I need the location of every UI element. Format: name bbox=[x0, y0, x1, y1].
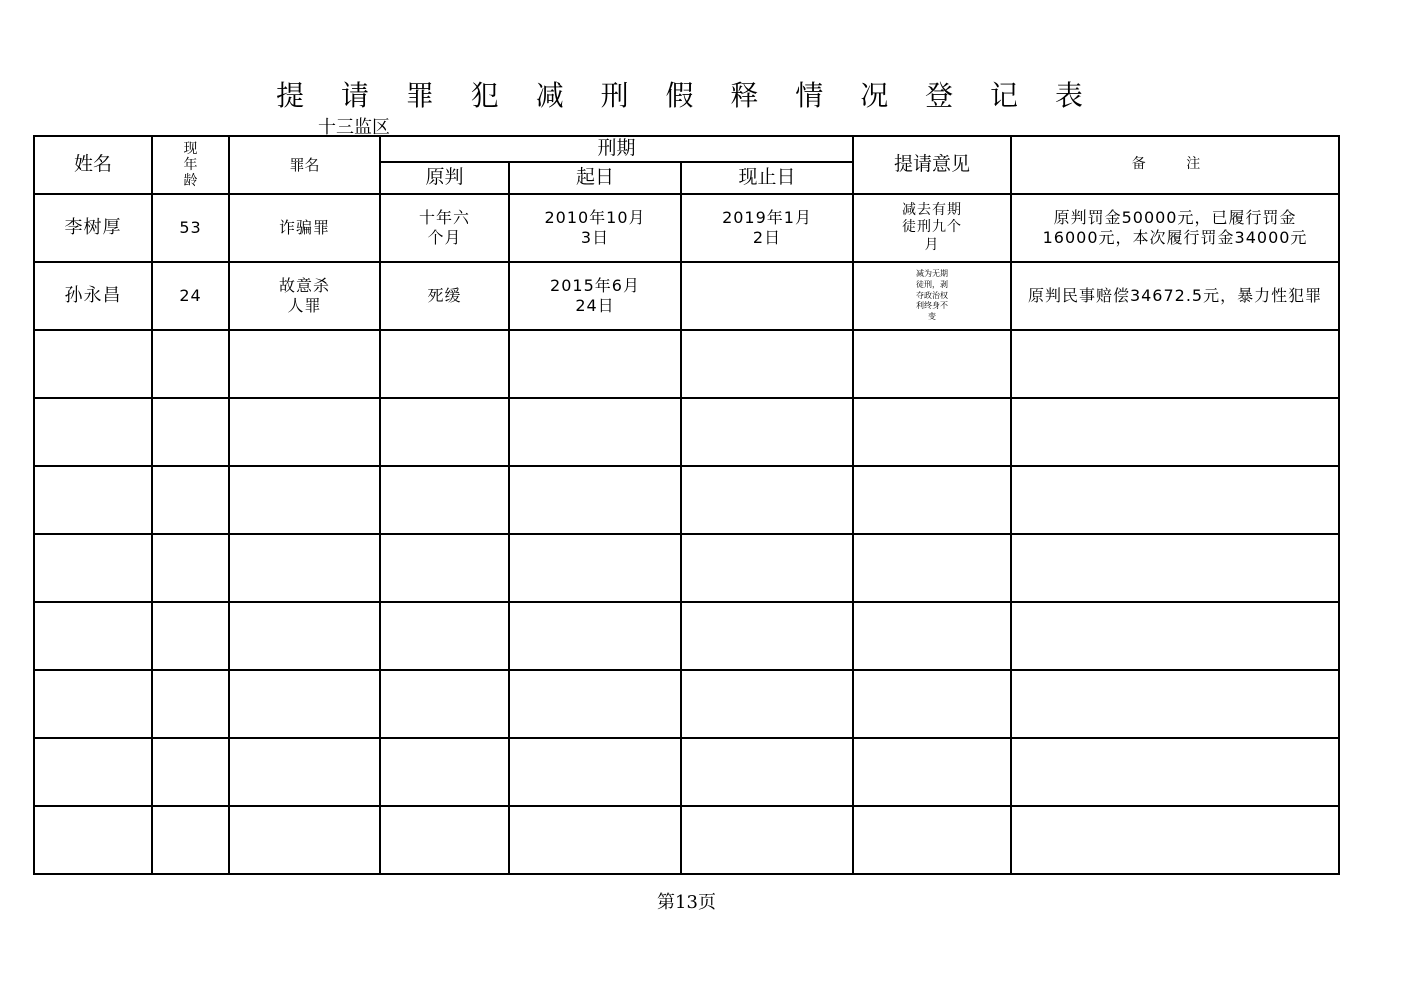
header-start: 起日 bbox=[509, 162, 681, 194]
table-row bbox=[34, 194, 1339, 262]
cell-start: 2010年10月 3日 bbox=[509, 194, 681, 262]
cell-end bbox=[681, 262, 853, 330]
header-age: 现 年 龄 bbox=[152, 136, 229, 194]
header-opinion: 提请意见 bbox=[853, 136, 1011, 194]
empty-row bbox=[34, 534, 1339, 602]
cell-crime: 诈骗罪 bbox=[229, 194, 380, 262]
cell-opinion: 减去有期 徒刑九个 月 bbox=[853, 194, 1011, 262]
empty-row bbox=[34, 670, 1339, 738]
cell-name: 孙永昌 bbox=[34, 262, 152, 330]
registration-table bbox=[33, 135, 1340, 875]
cell-start: 2015年6月 24日 bbox=[509, 262, 681, 330]
cell-original: 十年六 个月 bbox=[380, 194, 509, 262]
header-crime: 罪名 bbox=[229, 136, 380, 194]
header-note: 备 注 bbox=[1011, 136, 1339, 194]
table-row bbox=[34, 262, 1339, 330]
cell-age: 53 bbox=[152, 194, 229, 262]
empty-row bbox=[34, 602, 1339, 670]
cell-note: 原判罚金50000元，已履行罚金 16000元，本次履行罚金34000元 bbox=[1011, 194, 1339, 262]
form-title: 提 请 罪 犯 减 刑 假 释 情 况 登 记 表 bbox=[276, 79, 1097, 112]
header-name: 姓名 bbox=[34, 136, 152, 194]
cell-note: 原判民事赔偿34672.5元，暴力性犯罪 bbox=[1011, 262, 1339, 330]
empty-row bbox=[34, 738, 1339, 806]
page-number: 第13页 bbox=[657, 892, 716, 913]
empty-row bbox=[34, 466, 1339, 534]
empty-row bbox=[34, 398, 1339, 466]
cell-crime: 故意杀 人罪 bbox=[229, 262, 380, 330]
cell-name: 李树厚 bbox=[34, 194, 152, 262]
empty-row bbox=[34, 330, 1339, 398]
cell-end: 2019年1月 2日 bbox=[681, 194, 853, 262]
empty-row bbox=[34, 806, 1339, 874]
cell-opinion: 减为无期 徒刑，剥 夺政治权 利终身不 变 bbox=[853, 262, 1011, 330]
cell-original: 死缓 bbox=[380, 262, 509, 330]
header-end: 现止日 bbox=[681, 162, 853, 194]
header-sentence-group: 刑期 bbox=[380, 136, 853, 162]
district-label: 十三监区 bbox=[318, 117, 390, 138]
header-original: 原判 bbox=[380, 162, 509, 194]
cell-age: 24 bbox=[152, 262, 229, 330]
